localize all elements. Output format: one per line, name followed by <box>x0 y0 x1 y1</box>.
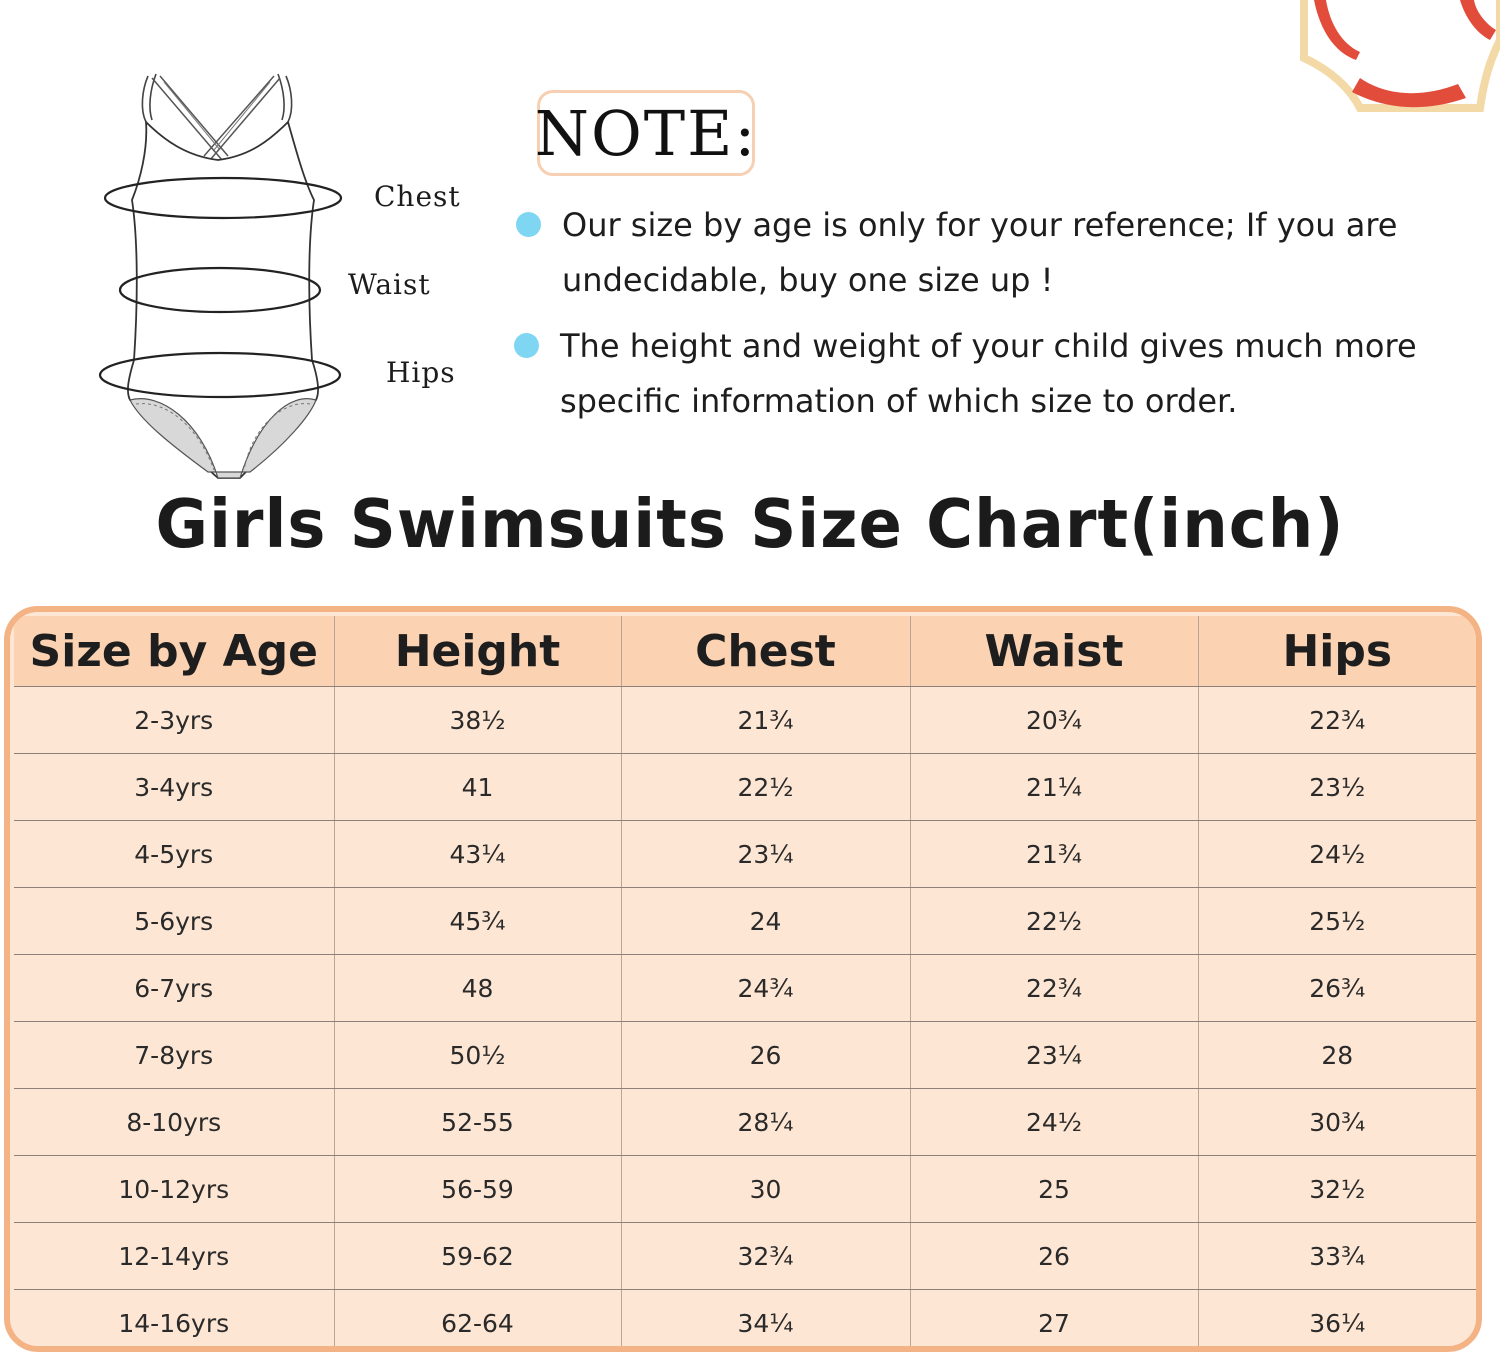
chest-label: Chest <box>374 180 461 213</box>
note-item-line: Our size by age is only for your reference; If you are <box>562 206 1398 244</box>
cell-size-by-age: 6-7yrs <box>14 955 334 1022</box>
cell-height: 41 <box>334 754 621 821</box>
bullet-dot-icon <box>514 333 539 358</box>
cell-size-by-age: 5-6yrs <box>14 888 334 955</box>
cell-height: 48 <box>334 955 621 1022</box>
cell-height: 62-64 <box>334 1290 621 1353</box>
cell-waist: 26 <box>910 1223 1198 1290</box>
waist-label: Waist <box>348 268 431 301</box>
cell-hips: 33¾ <box>1198 1223 1476 1290</box>
cell-chest: 23¼ <box>621 821 910 888</box>
cell-height: 56-59 <box>334 1156 621 1223</box>
cell-hips: 24½ <box>1198 821 1476 888</box>
cell-size-by-age: 3-4yrs <box>14 754 334 821</box>
table-row <box>14 1089 1476 1156</box>
header-hips: Hips <box>1198 616 1476 687</box>
cell-waist: 20¾ <box>910 687 1198 754</box>
table-header-row <box>14 616 1476 687</box>
cell-chest: 24 <box>621 888 910 955</box>
cell-waist: 21¼ <box>910 754 1198 821</box>
note-title: NOTE: <box>534 96 758 170</box>
cell-waist: 22½ <box>910 888 1198 955</box>
table-row <box>14 1022 1476 1089</box>
cell-waist: 27 <box>910 1290 1198 1353</box>
cell-size-by-age: 4-5yrs <box>14 821 334 888</box>
note-item <box>562 198 1452 308</box>
note-box <box>534 90 758 176</box>
cell-height: 45¾ <box>334 888 621 955</box>
cell-size-by-age: 8-10yrs <box>14 1089 334 1156</box>
cell-chest: 30 <box>621 1156 910 1223</box>
cell-height: 52-55 <box>334 1089 621 1156</box>
cell-hips: 28 <box>1198 1022 1476 1089</box>
table-row <box>14 754 1476 821</box>
table-row <box>14 1223 1476 1290</box>
bullet-dot-icon <box>516 212 541 237</box>
cell-waist: 23¼ <box>910 1022 1198 1089</box>
cell-height: 43¼ <box>334 821 621 888</box>
table-row <box>14 955 1476 1022</box>
cell-hips: 32½ <box>1198 1156 1476 1223</box>
cell-chest: 26 <box>621 1022 910 1089</box>
cell-waist: 25 <box>910 1156 1198 1223</box>
cell-size-by-age: 2-3yrs <box>14 687 334 754</box>
note-item-line: The height and weight of your child gives much more <box>560 327 1417 365</box>
size-table-frame <box>4 606 1482 1352</box>
header-height: Height <box>334 616 621 687</box>
size-table <box>14 616 1476 1352</box>
cell-hips: 25½ <box>1198 888 1476 955</box>
lifebuoy-icon <box>1290 0 1500 120</box>
header-size-by-age: Size by Age <box>14 616 334 687</box>
cell-hips: 26¾ <box>1198 955 1476 1022</box>
cell-waist: 22¾ <box>910 955 1198 1022</box>
cell-waist: 24½ <box>910 1089 1198 1156</box>
table-row <box>14 1290 1476 1353</box>
cell-size-by-age: 10-12yrs <box>14 1156 334 1223</box>
cell-height: 50½ <box>334 1022 621 1089</box>
cell-height: 59-62 <box>334 1223 621 1290</box>
table-row <box>14 687 1476 754</box>
cell-chest: 28¼ <box>621 1089 910 1156</box>
cell-size-by-age: 12-14yrs <box>14 1223 334 1290</box>
cell-chest: 34¼ <box>621 1290 910 1353</box>
cell-chest: 32¾ <box>621 1223 910 1290</box>
table-body <box>14 687 1476 1353</box>
header-chest: Chest <box>621 616 910 687</box>
cell-hips: 22¾ <box>1198 687 1476 754</box>
cell-size-by-age: 14-16yrs <box>14 1290 334 1353</box>
table-row <box>14 821 1476 888</box>
cell-hips: 36¼ <box>1198 1290 1476 1353</box>
cell-waist: 21¾ <box>910 821 1198 888</box>
swimsuit-measurement-figure <box>90 60 470 490</box>
note-item <box>560 319 1460 429</box>
chart-title: Girls Swimsuits Size Chart(inch) <box>155 486 1345 564</box>
cell-chest: 22½ <box>621 754 910 821</box>
cell-height: 38½ <box>334 687 621 754</box>
table-row <box>14 888 1476 955</box>
cell-chest: 24¾ <box>621 955 910 1022</box>
table-row <box>14 1156 1476 1223</box>
cell-chest: 21¾ <box>621 687 910 754</box>
note-item-line: specific information of which size to order. <box>560 382 1238 420</box>
note-item-line: undecidable, buy one size up ! <box>562 261 1054 299</box>
hips-label: Hips <box>386 356 456 389</box>
cell-hips: 23½ <box>1198 754 1476 821</box>
header-waist: Waist <box>910 616 1198 687</box>
cell-hips: 30¾ <box>1198 1089 1476 1156</box>
cell-size-by-age: 7-8yrs <box>14 1022 334 1089</box>
